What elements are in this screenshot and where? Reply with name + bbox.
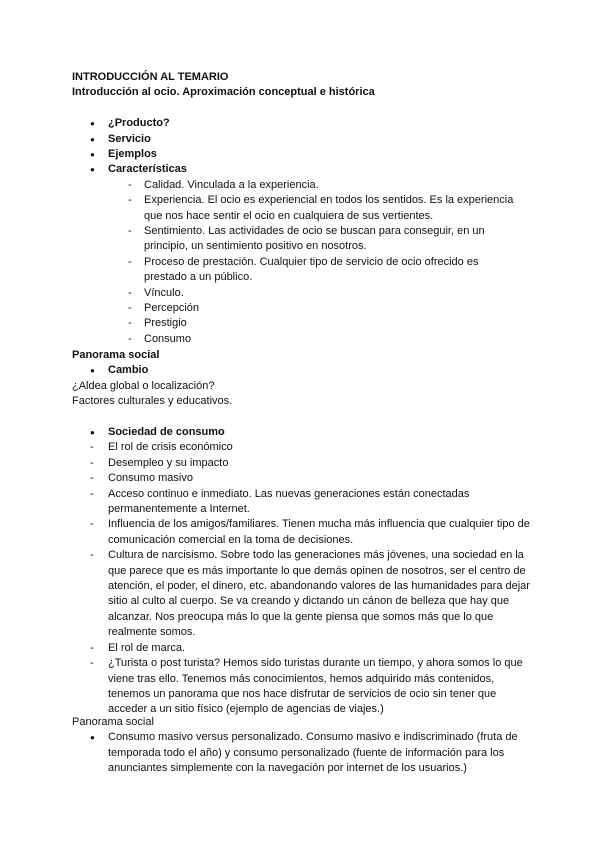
- list-item-text: Experiencia. El ocio es experiencial en todos los sentidos. Es la experiencia que nos hace sentir el ocio en cualquiera de sus vertientes.: [144, 194, 514, 222]
- list-item: [72, 132, 532, 147]
- list-item: [72, 730, 532, 776]
- list-item: [72, 255, 532, 286]
- list-item: [72, 656, 532, 718]
- dash-icon: -: [128, 194, 132, 207]
- list-item-text: El rol de crisis económico: [108, 441, 233, 454]
- dash-icon: -: [90, 549, 94, 562]
- intro-section: [72, 70, 532, 347]
- panorama-social-section: [72, 348, 532, 718]
- list-item-text: Consumo masivo: [108, 472, 193, 485]
- list-item-text: Características: [108, 163, 187, 176]
- dash-icon: -: [128, 302, 132, 315]
- dash-icon: -: [90, 472, 94, 485]
- dash-icon: -: [128, 225, 132, 238]
- list-item: [72, 517, 532, 548]
- dash-icon: -: [90, 441, 94, 454]
- paragraph-line: Factores culturales y educativos.: [72, 395, 233, 408]
- dash-icon: -: [90, 641, 94, 654]
- list-item-text: ¿Producto?: [108, 117, 170, 130]
- panorama-social-section-2: [72, 715, 532, 777]
- list-item-text: Influencia de los amigos/familiares. Tienen mucha más influencia que cualquier tipo de comunicación comercial en la toma de decisiones.: [108, 518, 530, 546]
- list-item: [72, 440, 532, 455]
- list-item-text: Ejemplos: [108, 148, 157, 161]
- list-item-text: Consumo masivo versus personalizado. Consumo masivo e indiscriminado (fruta de temporada todo el año) y consumo personalizado (fuente de información para los anunciantes simplemente con la navegación por internet de los usuarios.): [108, 731, 518, 775]
- list-item-text: Sentimiento. Las actividades de ocio se buscan para conseguir, en un principio, un sentimiento positivo en nosotros.: [144, 225, 485, 253]
- list-item-text: Proceso de prestación. Cualquier tipo de servicio de ocio ofrecido es prestado a un público.: [144, 255, 479, 284]
- bullet-icon: ●: [90, 119, 95, 129]
- list-item: [72, 487, 532, 518]
- list-item: [72, 548, 532, 640]
- dash-icon: -: [128, 317, 132, 330]
- list-item-text: El rol de marca.: [108, 641, 186, 654]
- list-item-text: Percepción: [144, 302, 200, 315]
- bullet-icon: ●: [90, 428, 95, 438]
- list-item: [72, 193, 532, 224]
- list-item-text: Consumo: [144, 332, 192, 345]
- section-title: Panorama social: [72, 349, 160, 361]
- list-item: [72, 286, 532, 301]
- list-item: [72, 301, 532, 316]
- list-item-text: Calidad. Vinculada a la experiencia.: [144, 178, 319, 191]
- dash-icon: -: [90, 456, 94, 469]
- section-title: Panorama social: [72, 716, 154, 728]
- list-item: [72, 332, 532, 347]
- list-item: [72, 425, 532, 440]
- list-item: [72, 224, 532, 255]
- list-item: [72, 162, 532, 177]
- dash-icon: -: [128, 255, 132, 268]
- list-item: [72, 641, 532, 656]
- list-item: [72, 456, 532, 471]
- bullet-icon: ●: [90, 733, 95, 743]
- paragraph-line: ¿Aldea global o localización?: [72, 379, 215, 392]
- list-item-text: Prestigio: [144, 317, 187, 330]
- list-item: [72, 116, 532, 131]
- list-item-text: Desempleo y su impacto: [108, 456, 229, 469]
- document-heading: INTRODUCCIÓN AL TEMARIO: [72, 71, 229, 83]
- list-item-text: Sociedad de consumo: [108, 426, 225, 439]
- dash-icon: -: [128, 286, 132, 299]
- list-item-text: Cambio: [108, 364, 149, 377]
- dash-icon: -: [90, 487, 94, 500]
- dash-icon: -: [128, 332, 132, 345]
- list-item-text: ¿Turista o post turista? Hemos sido turistas durante un tiempo, y ahora somos lo que viene tras ello. Tenemos más conocimientos, hemos adquirido más contenidos, tenemos un panorama que nos hace disfrutar de servicios de ocio sin tener que acceder a un sitio físico (ejemplo de agencias de viajes.): [108, 657, 523, 716]
- document-subheading: Introducción al ocio. Aproximación conceptual e histórica: [72, 86, 375, 99]
- list-item: [72, 316, 532, 331]
- dash-icon: -: [128, 178, 132, 191]
- list-item: [72, 147, 532, 162]
- bullet-icon: ●: [90, 366, 95, 376]
- dash-icon: -: [90, 518, 94, 531]
- bullet-icon: ●: [90, 165, 95, 175]
- list-item: [72, 178, 532, 193]
- list-item-text: Servicio: [108, 132, 151, 145]
- list-item: [72, 363, 532, 378]
- bullet-icon: ●: [90, 150, 95, 160]
- list-item-text: Acceso continuo e inmediato. Las nuevas generaciones están conectadas permanentemente a Internet.: [108, 487, 470, 516]
- list-item: [72, 471, 532, 486]
- bullet-icon: ●: [90, 134, 95, 144]
- list-item-text: Cultura de narcisismo. Sobre todo las generaciones más jóvenes, una sociedad en la que parece que es más importante lo que demás opinen de nosotros, ser el centro de atención, el poder, el dinero, etc. abandonando valores de las humanidades para dejar sitio al culto al cuerpo. Se va creando y dictando un cánon de belleza que hay que alcanzar. Nos preocupa más lo que la gente piensa que somos más que lo que realmente somos.: [108, 549, 530, 639]
- list-item-text: Vínculo.: [144, 286, 184, 299]
- dash-icon: -: [90, 657, 94, 670]
